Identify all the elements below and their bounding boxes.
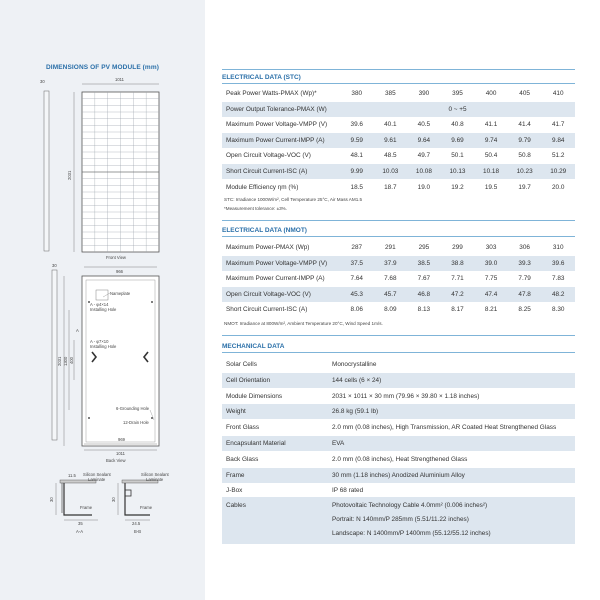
aa-11-5-label: 11.5 [68,473,76,478]
back-top-width-label: 966 [116,269,123,274]
back-1300-label: 1300 [63,356,68,366]
install-hole-2-sub: Installing Hole [90,344,117,349]
mech-row [222,357,575,372]
stc-row-value: 405 [519,90,530,97]
mech-row-label: Cell Orientation [226,376,271,384]
nmot-title: ELECTRICAL DATA (NMOT) [222,227,307,234]
back-view-caption: Back View [106,458,126,463]
nmot-row-value: 47.4 [484,290,498,298]
stc-row-value: 9.99 [350,168,363,175]
nmot-row-value: 39.6 [551,259,565,267]
mech-row [222,389,575,404]
stc-row-value: 9.59 [350,136,363,144]
stc-row [222,164,575,179]
install-hole-1-sub: Installing Hole [90,307,117,312]
back-2031-label: 2031 [57,356,62,366]
mech-row [222,373,575,388]
stc-row-value: 9.79 [518,136,531,144]
nmot-row-value: 45.3 [350,290,363,298]
nmot-row-value: 291 [384,244,396,251]
stc-row-value: 40.8 [451,121,464,129]
mech-row [222,404,575,419]
bb-30-label: 30 [111,497,116,502]
nmot-row-value: 37.9 [384,259,397,267]
stc-row-value: 40.5 [417,121,431,129]
stc-row-label: Short Circuit Current-ISC (A) [226,168,308,175]
nmot-row-value: 47.2 [451,290,464,298]
nameplate-label: Nameplate [110,291,131,296]
stc-row-value: 48.1 [350,152,363,160]
nmot-row-label: Short Circuit Current-ISC (A) [226,306,308,314]
nmot-row-value: 8.09 [384,306,397,314]
mech-row-value: IP 68 rated [332,487,364,495]
stc-row [222,148,575,163]
nmot-row-value: 39.0 [484,259,498,267]
nmot-row-value: 39.3 [518,259,531,267]
nmot-row-value: 310 [552,244,564,251]
stc-row [222,180,575,195]
mech-title: MECHANICAL DATA [222,343,285,350]
install-hole-2-label: A - φ7×10 [90,339,109,344]
cables-line-3: Landscape: N 1400mm/P 1400mm (55.12/55.12 inches) [332,530,491,537]
stc-row-value: 380 [351,90,363,97]
nmot-row-value: 303 [485,244,497,251]
nmot-row-value: 48.2 [551,290,565,298]
back-969-label: 969 [118,437,125,442]
stc-note-2: *Measurement tolerance: ±3%. [224,206,288,211]
nmot-row-value: 7.68 [384,275,397,283]
stc-row-value: 41.4 [518,121,531,129]
stc-row-span-value: 0 ~ +5 [448,105,467,113]
nmot-row-value: 8.30 [551,306,565,314]
front-thk-label: 30 [40,79,45,84]
nmot-rule [222,220,575,221]
nmot-row-value: 7.75 [484,275,498,283]
marker-a-label: A [76,328,79,333]
mech-row-label: Encapsulant Material [226,440,286,447]
stc-row-value: 9.69 [451,136,464,144]
stc-row [222,117,575,132]
mech-rule [222,335,575,336]
nmot-row-value: 45.7 [384,290,397,298]
install-hole-1-label: A - φ4×14 [90,302,109,307]
bb-laminate-label: Laminate [146,477,164,482]
back-thk-label: 30 [52,263,57,268]
mech-row-value: 2.0 mm (0.08 inches), Heat Strengthened Glass [332,455,468,463]
stc-row-value: 18.5 [350,183,363,191]
nmot-row [222,287,575,302]
stc-row-value: 51.2 [551,152,565,160]
nmot-row-value: 295 [418,244,430,251]
stc-row [222,133,575,148]
nmot-note: NMOT: Irradiance at 800W/m², Ambient Temperature 20°C, Wind Speed 1m/s. [224,321,383,326]
stc-row-value: 385 [384,90,396,97]
stc-row-value: 9.61 [384,136,397,144]
nmot-row-value: 7.79 [518,275,531,283]
stc-row-label: Maximum Power Current-IMPP (A) [226,136,325,144]
stc-row-value: 9.64 [417,136,431,144]
nmot-row-label: Maximum Power Current-IMPP (A) [226,275,325,283]
nmot-row-value: 47.8 [518,290,531,298]
stc-title: ELECTRICAL DATA (STC) [222,74,301,81]
stc-row-value: 10.03 [382,168,399,175]
mech-row [222,452,575,467]
mech-row-label: Solar Cells [226,361,257,368]
nmot-row [222,256,575,271]
stc-row [222,102,575,117]
mech-row-value: 30 mm (1.18 inches) Anodized Aluminium Alloy [332,471,465,479]
mech-row [222,468,575,483]
aa-caption: A-A [76,529,83,534]
mech-title-rule [222,352,575,353]
stc-row-value: 9.74 [484,136,498,144]
nmot-row-value: 306 [519,244,530,251]
nmot-row-value: 287 [351,244,363,251]
nmot-row [222,302,575,317]
mech-row-label: Frame [226,471,245,479]
nmot-row-value: 7.64 [350,275,363,283]
stc-row-value: 390 [418,90,430,97]
stc-row-value: 50.8 [518,152,531,160]
nmot-row-value: 7.83 [551,275,565,283]
stc-row-value: 20.0 [551,183,565,191]
stc-row-value: 40.1 [384,121,397,129]
aa-sealant-label: Silicon Sealant [83,472,111,477]
stc-row-value: 9.84 [551,136,565,144]
stc-row-value: 41.1 [484,121,498,129]
dimensions-panel [0,0,205,600]
nmot-row-value: 8.21 [484,306,498,314]
mech-row [222,436,575,451]
stc-row-label: Power Output Tolerance-PMAX (W) [226,105,327,113]
nmot-row-value: 299 [452,244,463,251]
stc-row-value: 19.0 [417,183,431,191]
mech-row [222,420,575,435]
stc-row-value: 10.29 [550,168,567,175]
stc-row-value: 10.18 [483,168,500,175]
stc-row-value: 10.23 [516,168,533,175]
stc-row-label: Maximum Power Voltage-VMPP (V) [226,121,328,129]
stc-row-value: 10.13 [449,168,466,175]
stc-row-value: 19.5 [484,183,498,191]
mech-row-label: J-Box [226,487,243,495]
stc-row-value: 18.7 [384,183,397,191]
front-view-drawing [0,0,205,600]
stc-row-label: Module Efficiency ηm (%) [226,183,299,191]
nmot-row-value: 38.5 [417,259,431,267]
nmot-row [222,271,575,286]
stc-row-value: 50.4 [484,152,498,160]
bb-caption: B-B [134,529,141,534]
nmot-row-value: 38.8 [451,259,464,267]
stc-note-1: STC: Irradiance 1000W/m², Cell Temperature 25°C, Air Mass AM1.5 [224,197,363,202]
cables-line-2: Portrait: N 140mm/P 285mm (5.51/11.22 inches) [332,516,469,523]
stc-row-value: 395 [452,90,463,97]
front-width-label: 1011 [115,77,125,82]
nmot-row-value: 8.25 [518,306,531,314]
drain-hole-label: 12-Drain Hole [123,420,149,425]
nmot-row-value: 8.17 [451,306,464,314]
mech-row-value: Monocrystalline [332,361,377,368]
front-height-label: 2031 [67,170,72,180]
back-400-label: 400 [69,357,74,364]
nmot-row-label: Open Circuit Voltage-VOC (V) [226,290,311,298]
nmot-row-value: 7.67 [417,275,431,283]
mech-row-label: Module Dimensions [226,392,283,400]
mech-row-label: Back Glass [226,455,259,463]
mech-row-label: Weight [226,408,246,416]
stc-rule [222,69,575,70]
back-1011-label: 1011 [116,451,126,456]
dimensions-title: DIMENSIONS OF PV MODULE (mm) [46,64,159,71]
aa-30-label: 30 [49,497,54,502]
nmot-row-value: 8.13 [417,306,431,314]
aa-frame-label: Frame [80,505,93,510]
mech-row-label: Front Glass [226,424,260,432]
mech-row-value: 144 cells (6 × 24) [332,376,382,384]
stc-row-value: 19.2 [451,183,464,191]
nmot-row-value: 8.06 [350,306,363,314]
stc-row-value: 410 [552,90,564,97]
stc-row-value: 50.1 [451,152,464,160]
cables-label: Cables [226,502,246,509]
stc-row-value: 19.7 [518,183,531,191]
stc-row-label: Peak Power Watts-PMAX (Wp)* [226,90,317,97]
cables-line-1: Photovoltaic Technology Cable 4.0mm² (0.006 inches²) [332,502,488,509]
stc-row-value: 400 [485,90,497,97]
nmot-row-label: Maximum Power Voltage-VMPP (V) [226,259,328,267]
nmot-title-rule [222,236,575,237]
aa-35-label: 35 [78,521,83,526]
stc-row-value: 49.7 [417,152,431,160]
stc-row-value: 48.5 [384,152,397,160]
stc-row-label: Open Circuit Voltage-VOC (V) [226,152,311,160]
stc-title-rule [222,83,575,84]
nmot-row-value: 46.8 [417,290,431,298]
nmot-row-value: 37.5 [350,259,363,267]
mech-row-value: EVA [332,440,345,447]
mech-row-value: 2.0 mm (0.08 inches), High Transmission, AR Coated Heat Strengthened Glass [332,424,557,432]
nmot-row-value: 7.71 [451,275,464,283]
stc-row-value: 39.6 [350,121,363,129]
front-view-caption: Front View [106,255,126,260]
stc-row-value: 10.08 [415,168,432,175]
mech-row-value: 2031 × 1011 × 30 mm (79.96 × 39.80 × 1.18 inches) [332,392,480,400]
grounding-hole-label: 6-Grounding Hole [116,406,150,411]
aa-laminate-label: Laminate [88,477,106,482]
stc-row-value: 41.7 [551,121,565,129]
stc-row [222,86,575,101]
nmot-row-label: Maximum Power-PMAX (Wp) [226,244,310,251]
bb-24-5-label: 24.5 [132,521,141,526]
mech-row-value: 26.8 kg (59.1 lb) [332,408,379,416]
cables-row [222,497,575,544]
bb-frame-label: Frame [140,505,153,510]
nmot-row [222,240,575,255]
bb-sealant-label: Silicon Sealant [141,472,169,477]
